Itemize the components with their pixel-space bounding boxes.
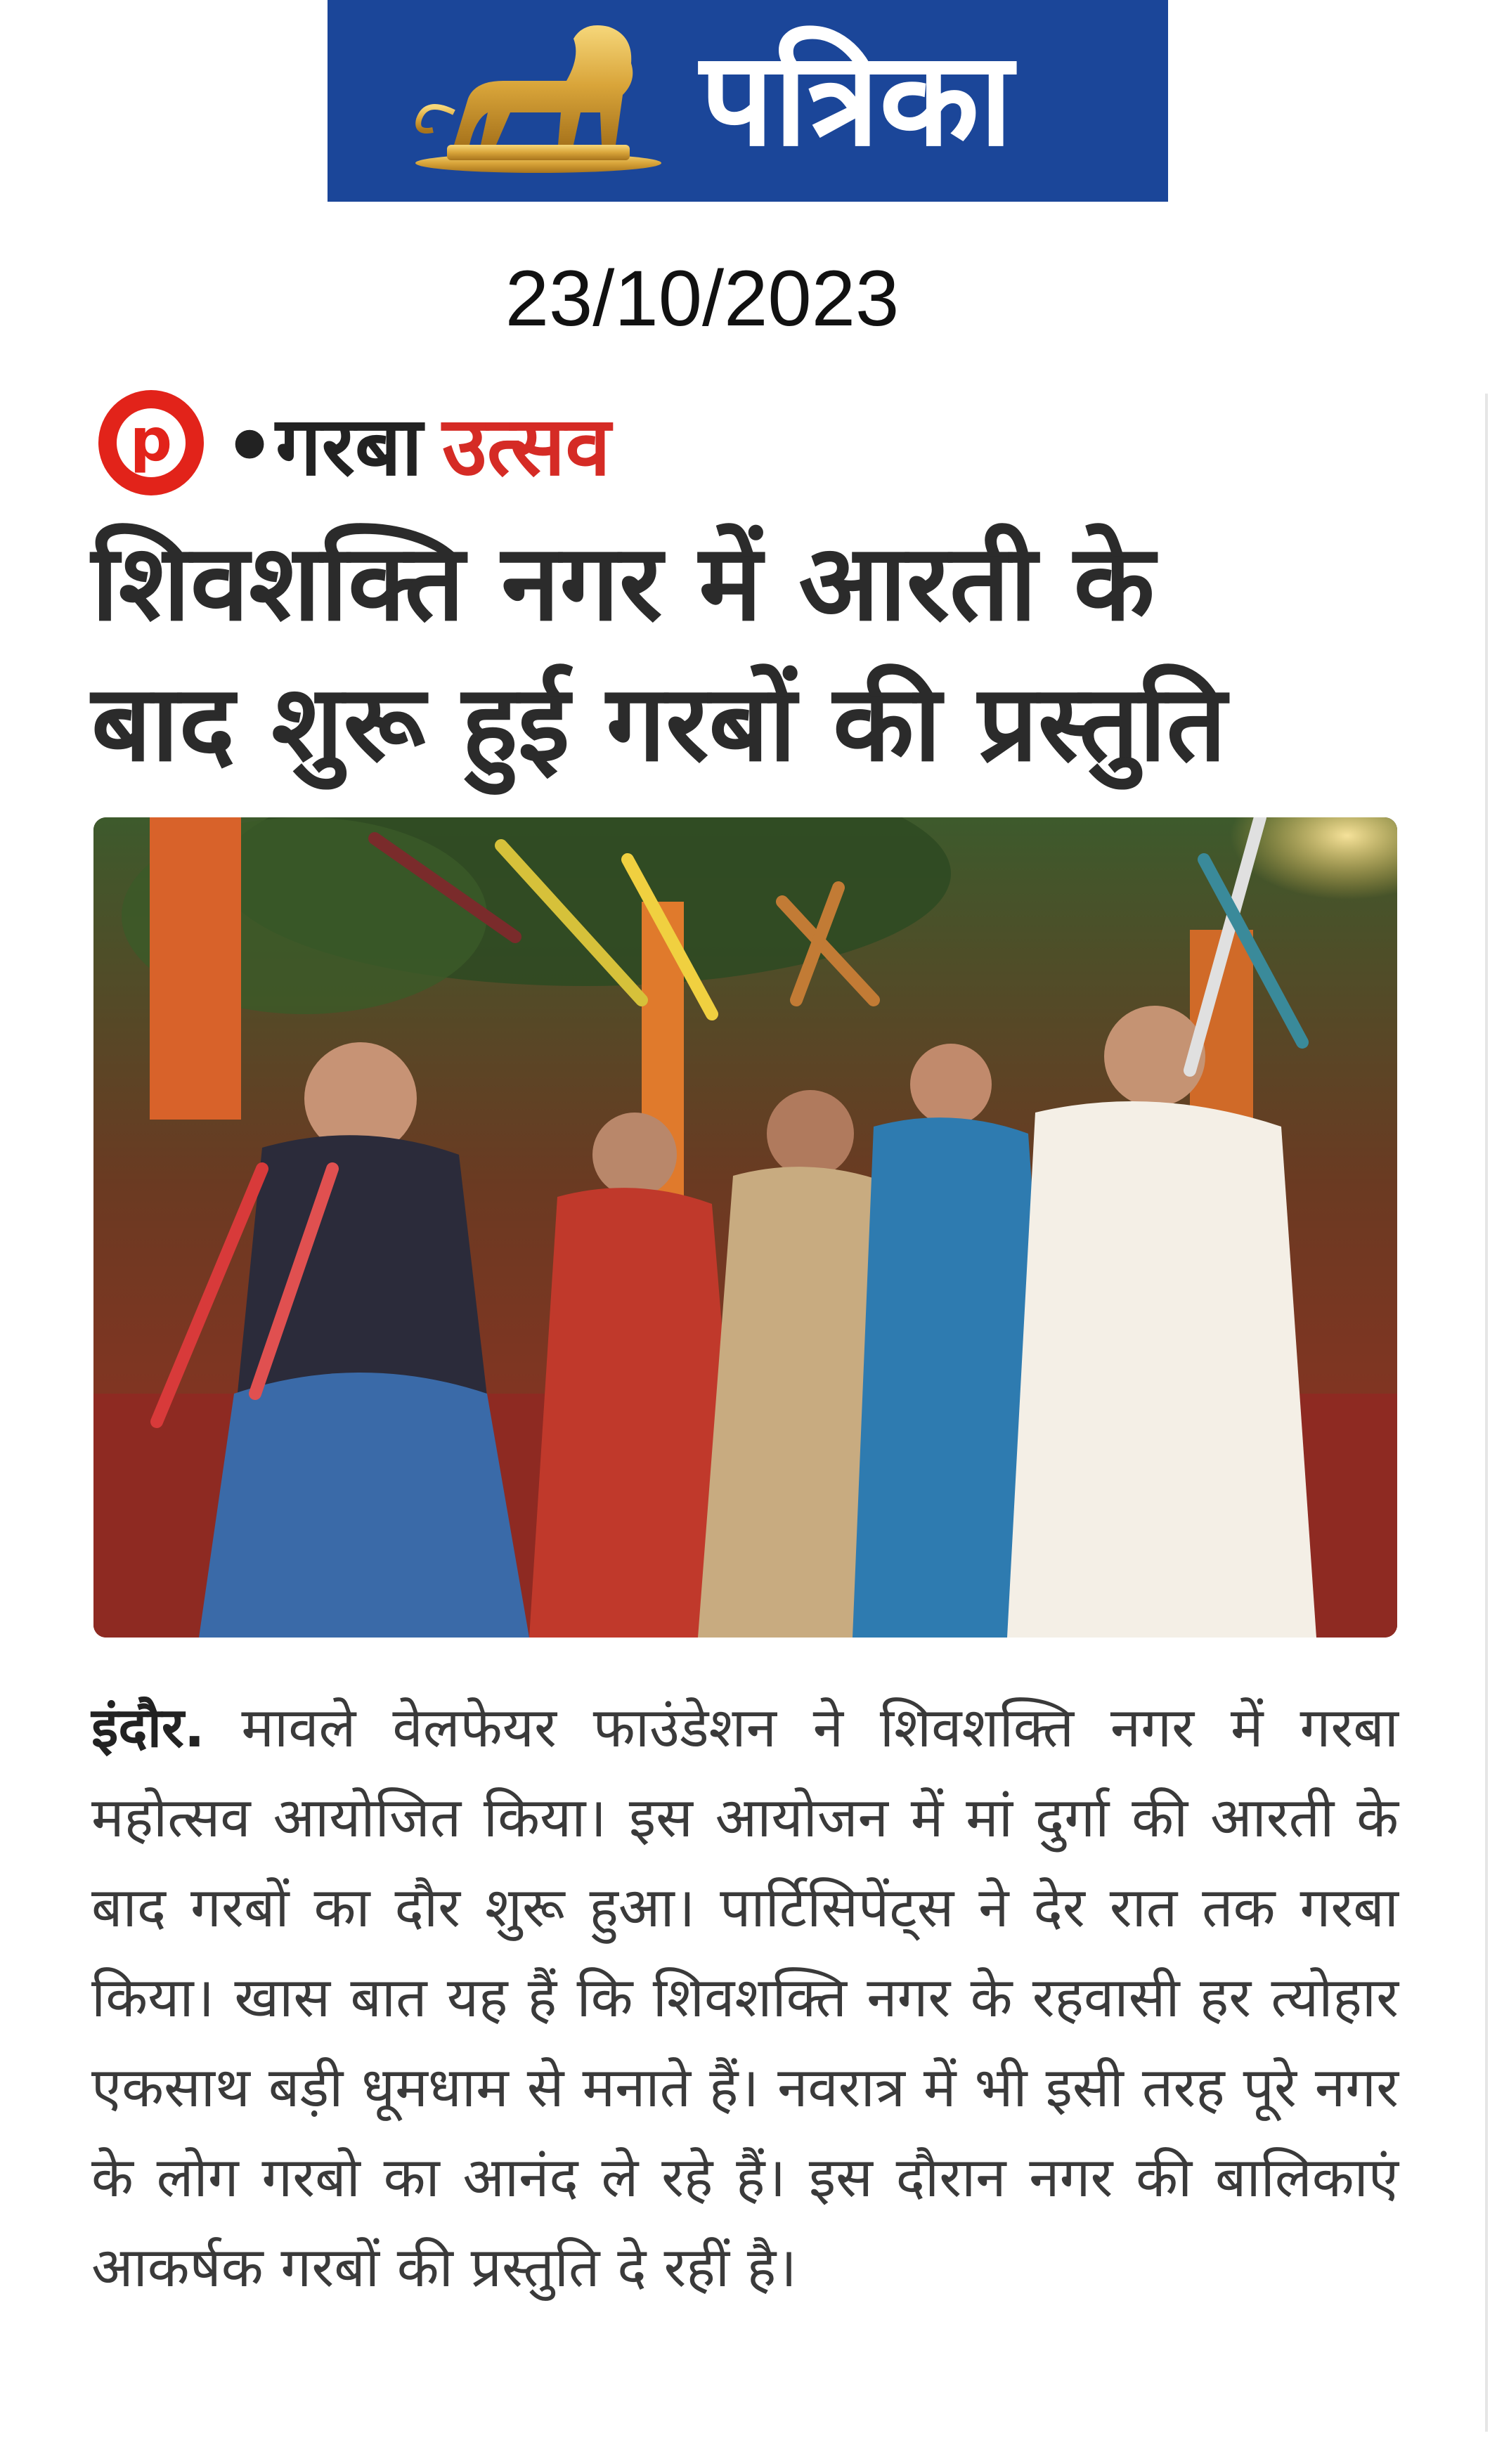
kicker-label-garba: •गरबा xyxy=(223,399,423,494)
headline-line-1: शिवशक्ति नगर में आरती के xyxy=(91,522,1155,644)
publication-date: 23/10/2023 xyxy=(505,254,900,342)
article-place: इंदौर. xyxy=(91,1697,205,1760)
article-text: मावले वेलफेयर फाउंडेशन ने शिवशक्ति नगर में गरबा महोत्सव आयोजित किया। इस आयोजन में मां दुर्गा की आरती के बाद गरबों का दौर शुरू हुआ। पार्टिसिपेंट्स ने देर रात तक गरबा किया। खास बात यह हैं कि शिवशक्ति नगर के रहवासी हर त्योहार एकसाथ बड़ी धूमधाम से मनाते हैं। नवरात्र में भी इसी तरह पूरे नगर के लोग गरबो का आनंद ले रहे हैं। इस दौरान नगर की बालिकाएं आकर्षक गरबों की प्रस्तुति दे रहीं है। xyxy=(91,1697,1399,2300)
p-logo-letter: p xyxy=(117,408,186,477)
headline-line-2: बाद शुरू हुई गरबों की प्रस्तुति xyxy=(91,663,1227,785)
garba-photo xyxy=(93,817,1397,1638)
column-divider xyxy=(1485,394,1488,2432)
garba-dancers-illustration xyxy=(93,817,1397,1638)
article-body xyxy=(91,1683,1399,2313)
newspaper-masthead xyxy=(328,0,1168,202)
section-kicker xyxy=(98,390,611,495)
patrika-p-icon xyxy=(98,390,204,495)
brand-name: पत्रिका xyxy=(700,22,1013,175)
kicker-label-utsav: उत्सव xyxy=(442,399,611,494)
lion-icon xyxy=(405,14,672,176)
headline xyxy=(91,513,1406,794)
